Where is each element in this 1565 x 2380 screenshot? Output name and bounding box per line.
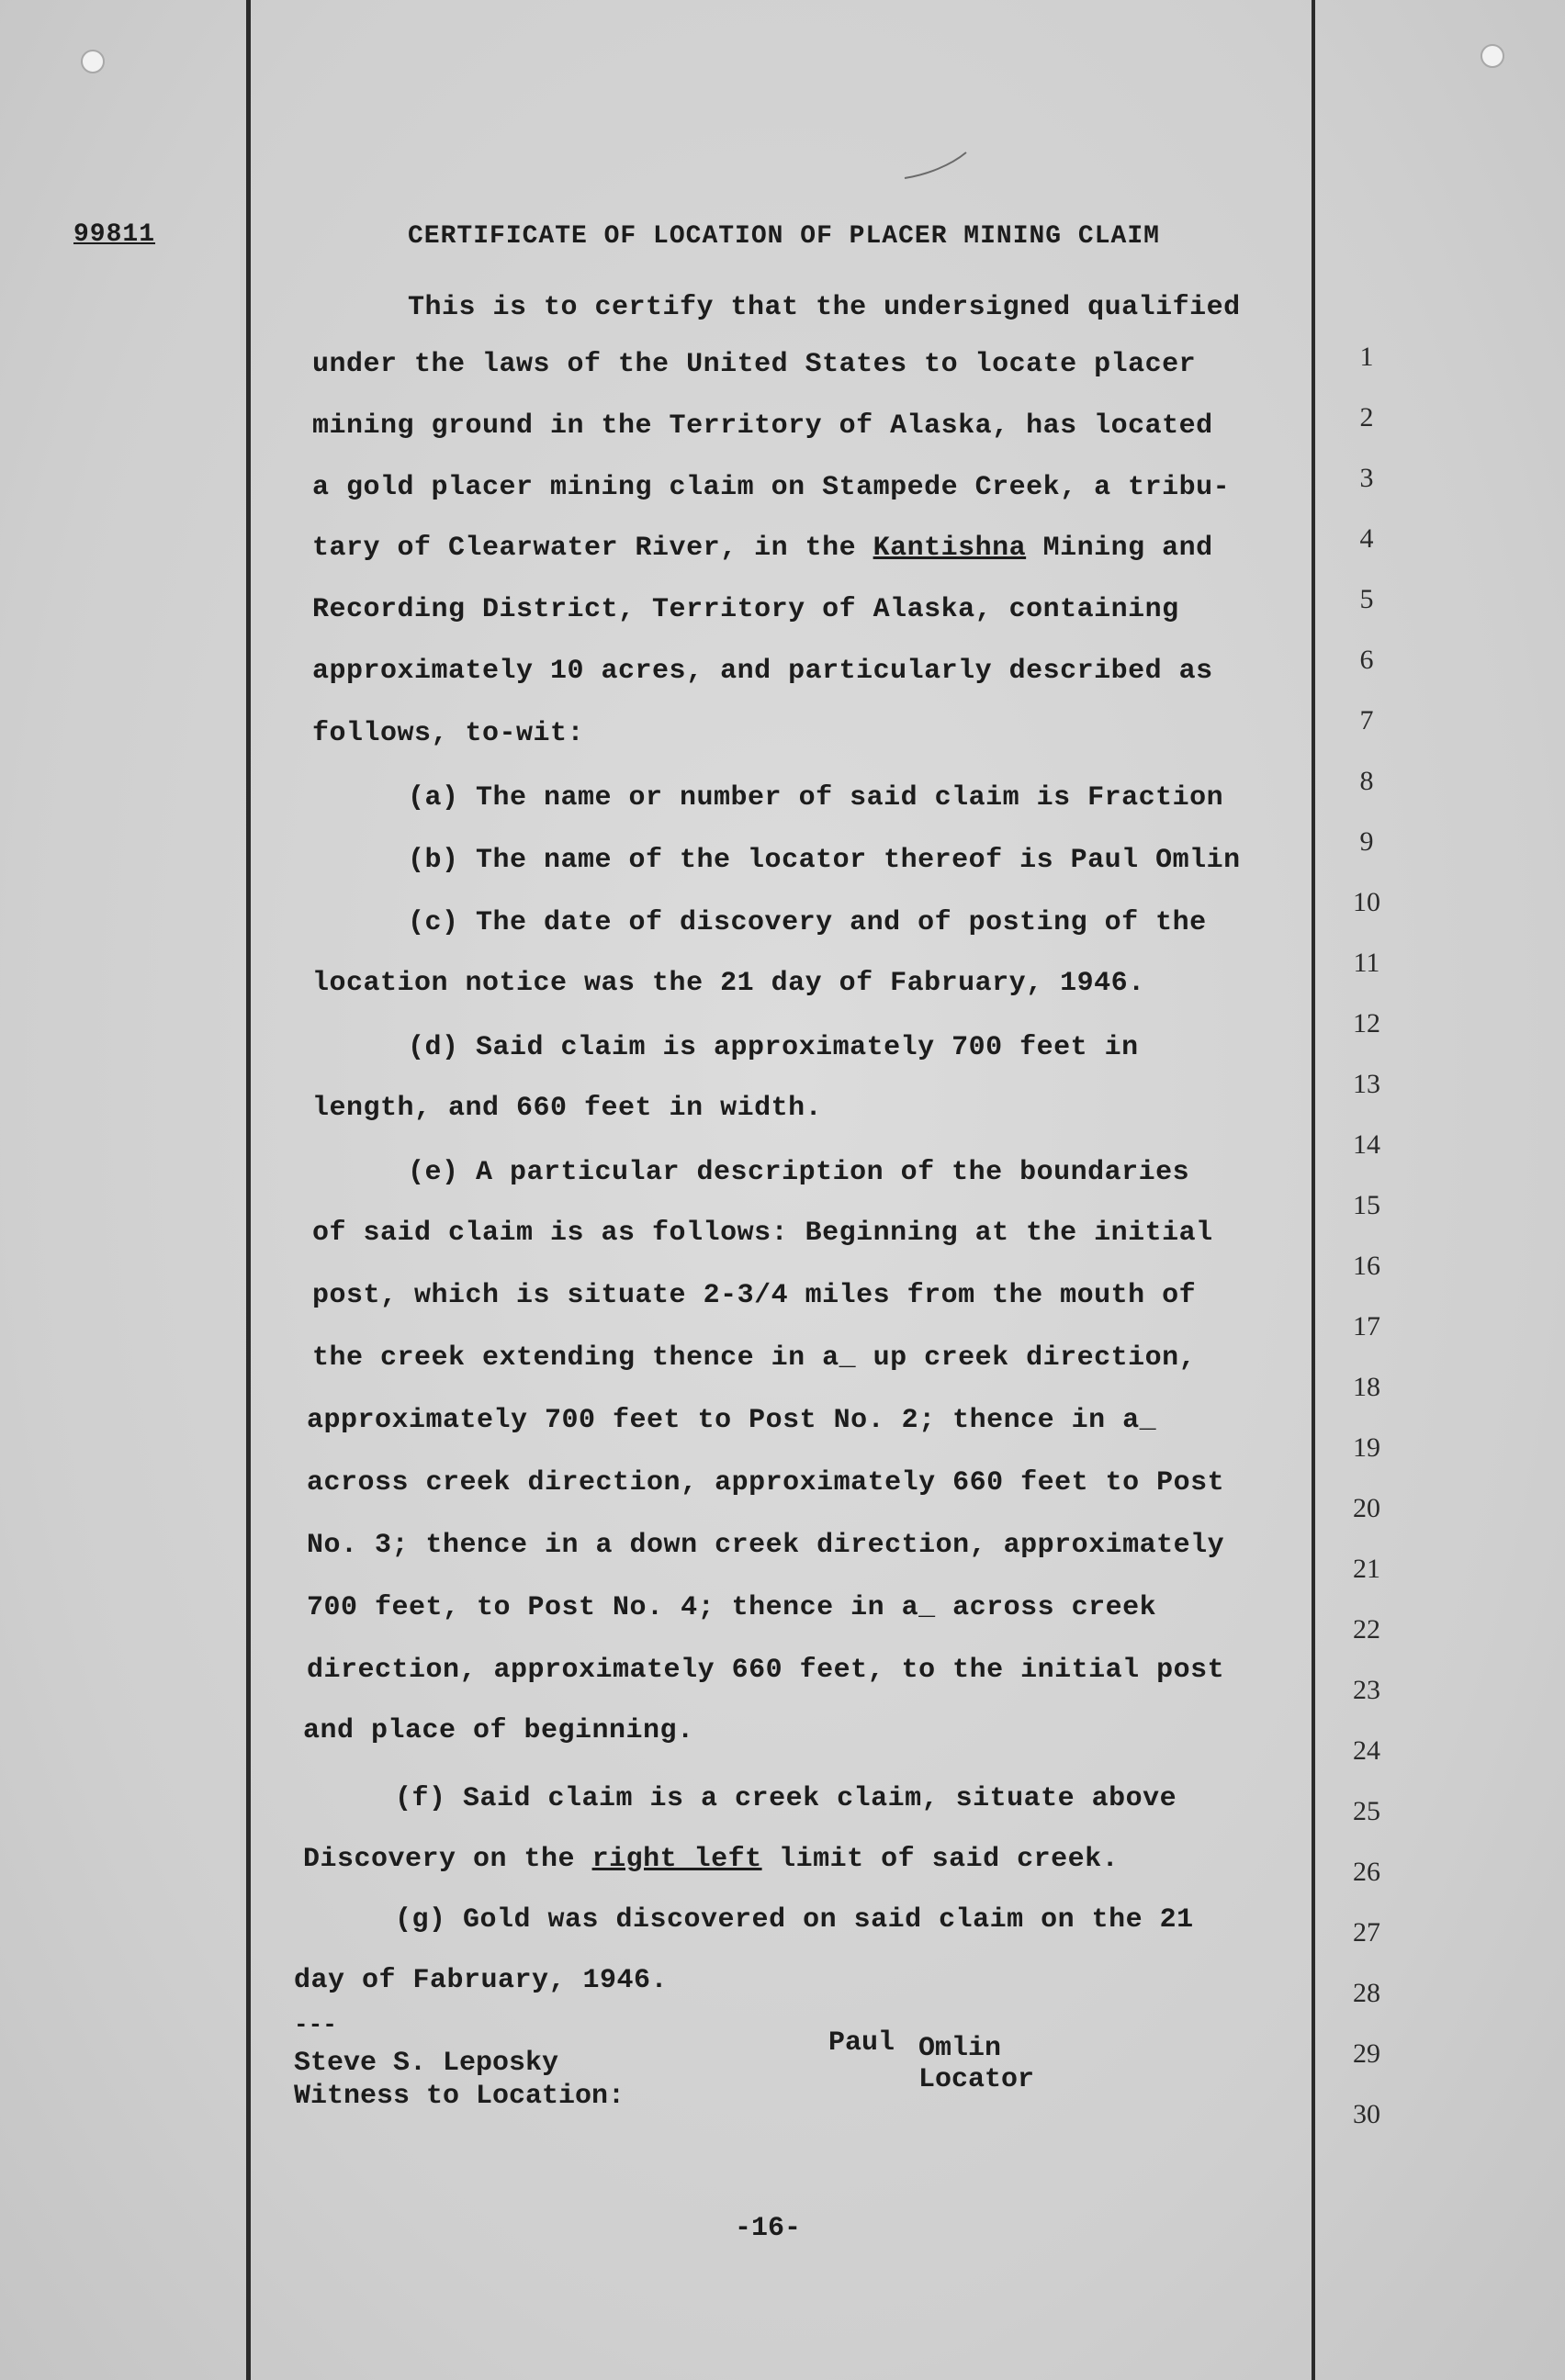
locator-last-name: Omlin: [918, 2033, 1002, 2064]
locator-role: Locator: [918, 2064, 1035, 2095]
line-number: 29: [1353, 2038, 1380, 2069]
text-line: and place of beginning.: [303, 1715, 694, 1746]
text-line: of said claim is as follows: Beginning at the initial: [312, 1218, 1213, 1249]
right-margin-rule: [1312, 0, 1315, 2380]
text-line: location notice was the 21 day of Fabruary, 1946.: [312, 968, 1145, 999]
text-line: day of Fabruary, 1946.: [294, 1965, 669, 1996]
line-number: 1: [1359, 342, 1374, 372]
line-number: 12: [1353, 1008, 1380, 1038]
witness-dashes: ---: [294, 2011, 337, 2038]
text-line: This is to certify that the undersigned qualified: [408, 292, 1241, 323]
text-line: (g) Gold was discovered on said claim on the 21: [395, 1904, 1194, 1936]
text-line: Recording District, Territory of Alaska, containing: [312, 594, 1179, 625]
text-line-segment: Mining and: [1026, 533, 1213, 564]
line-number: 2: [1359, 402, 1374, 432]
line-number: 3: [1359, 463, 1374, 493]
line-number: 14: [1353, 1129, 1380, 1160]
punch-hole-left: [81, 50, 105, 73]
line-number: 21: [1353, 1554, 1380, 1584]
line-number: 19: [1353, 1432, 1380, 1463]
left-margin-rule: [246, 0, 251, 2380]
line-number: 4: [1359, 523, 1374, 554]
text-line-segment: tary of Clearwater River, in the: [312, 533, 873, 564]
text-line: (d) Said claim is approximately 700 feet in: [408, 1032, 1139, 1063]
line-number: 24: [1353, 1735, 1380, 1766]
text-line: 700 feet, to Post No. 4; thence in a_ across creek: [307, 1592, 1157, 1623]
line-number: 22: [1353, 1614, 1380, 1645]
text-line-segment: Discovery on the: [303, 1844, 592, 1875]
text-line: post, which is situate 2-3/4 miles from the mouth of: [312, 1280, 1197, 1311]
line-number: 16: [1353, 1251, 1380, 1281]
text-line: approximately 700 feet to Post No. 2; thence in a_: [307, 1405, 1157, 1436]
text-line: No. 3; thence in a down creek direction, approximately: [307, 1530, 1225, 1561]
line-number: 11: [1353, 948, 1380, 978]
line-number: 5: [1359, 584, 1374, 614]
line-number: 7: [1359, 705, 1374, 735]
text-line: approximately 10 acres, and particularly described as: [312, 656, 1213, 687]
text-line: a gold placer mining claim on Stampede Creek, a tribu-: [312, 472, 1231, 503]
text-line: the creek extending thence in a_ up creek direction,: [312, 1342, 1197, 1374]
punch-hole-right: [1481, 44, 1504, 68]
text-line: (a) The name or number of said claim is Fraction: [408, 782, 1224, 814]
line-number: 30: [1353, 2099, 1380, 2129]
line-number: 27: [1353, 1917, 1380, 1948]
line-number: 6: [1359, 645, 1374, 675]
witness-role: Witness to Location:: [294, 2081, 625, 2112]
text-line: (b) The name of the locator thereof is Paul Omlin: [408, 845, 1241, 876]
witness-name: Steve S. Leposky: [294, 2048, 559, 2079]
document-number: 99811: [73, 220, 156, 249]
text-line: (f) Said claim is a creek claim, situate above: [395, 1783, 1177, 1814]
text-line: direction, approximately 660 feet, to the initial post: [307, 1655, 1225, 1686]
line-number: 10: [1353, 887, 1380, 917]
pen-mark: [900, 147, 974, 184]
text-line: under the laws of the United States to locate placer: [312, 349, 1197, 380]
text-line: follows, to-wit:: [312, 718, 585, 749]
locator-first-name: Paul: [828, 2027, 895, 2059]
line-number: 15: [1353, 1190, 1380, 1220]
line-number: 23: [1353, 1675, 1380, 1705]
line-number: 20: [1353, 1493, 1380, 1523]
text-line-segment: limit of said creek.: [761, 1844, 1120, 1875]
line-number: 8: [1359, 766, 1374, 796]
text-line: mining ground in the Territory of Alaska, has located: [312, 410, 1213, 442]
underlined-text: right left: [591, 1844, 762, 1875]
page-number: -16-: [735, 2213, 802, 2244]
text-line: length, and 660 feet in width.: [312, 1093, 823, 1124]
text-line: [303, 1844, 1119, 1875]
line-number: 28: [1353, 1978, 1380, 2008]
line-number: 9: [1359, 826, 1374, 857]
line-number: 25: [1353, 1796, 1380, 1826]
document-title: CERTIFICATE OF LOCATION OF PLACER MINING CLAIM: [408, 222, 1160, 251]
line-number: 13: [1353, 1069, 1380, 1099]
text-line: (c) The date of discovery and of posting of the: [408, 907, 1207, 938]
text-line: (e) A particular description of the boundaries: [408, 1157, 1190, 1188]
text-line: [312, 533, 1213, 564]
text-line: across creek direction, approximately 660 feet to Post: [307, 1467, 1225, 1499]
line-number: 17: [1353, 1311, 1380, 1342]
underlined-text: Kantishna: [873, 533, 1027, 564]
line-number: 18: [1353, 1372, 1380, 1402]
line-number: 26: [1353, 1857, 1380, 1887]
